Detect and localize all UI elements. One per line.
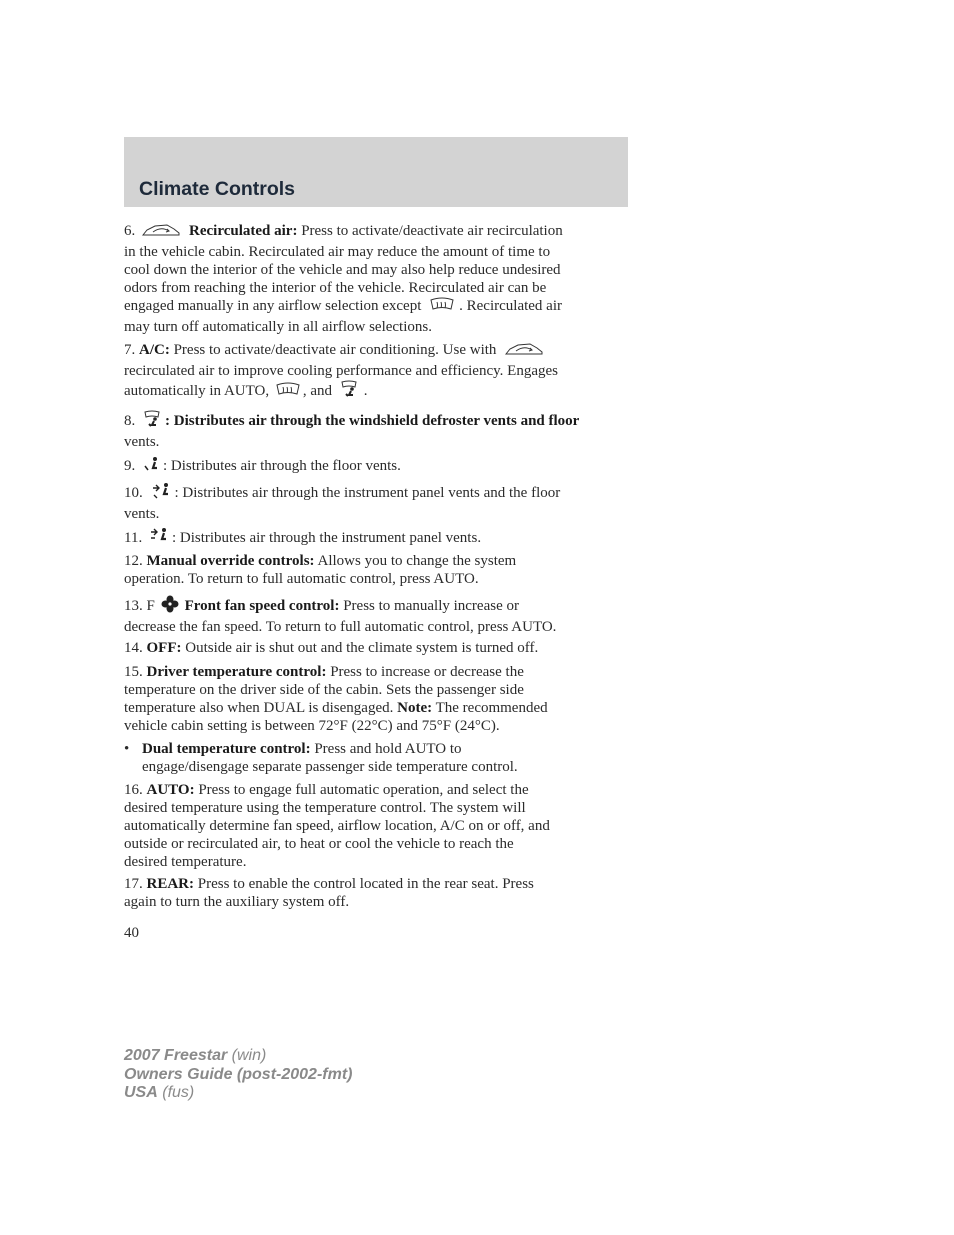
item-10: 10. : Distributes air through the instrument panel vents and the floor vents. bbox=[124, 482, 630, 523]
section-title: Climate Controls bbox=[139, 178, 296, 200]
item-13: 13. F Front fan speed control: Press to manually increase or decrease the fan speed. To return to full automatic control, press AUTO. bbox=[124, 595, 630, 636]
defrost-floor-icon bbox=[340, 380, 360, 403]
panel-icon bbox=[150, 527, 170, 550]
recirculation-icon bbox=[504, 341, 544, 362]
item-8: 8. : Distributes air through the windshield defroster vents and floor vents. bbox=[124, 410, 630, 451]
item-14: 14. OFF: Outside air is shut out and the climate system is turned off. bbox=[124, 640, 539, 656]
panel-floor-icon bbox=[151, 482, 173, 505]
recirculation-icon bbox=[141, 222, 181, 243]
fan-icon bbox=[161, 595, 179, 618]
item-9: 9. : Distributes air through the floor vents. bbox=[124, 455, 630, 478]
item-11: 11. : Distributes air through the instrument panel vents. bbox=[124, 527, 630, 550]
item-12: 12. Manual override controls: Allows you to change the system operation. To return to full automatic control, press AUTO. bbox=[124, 553, 517, 587]
page-number: 40 bbox=[124, 925, 139, 941]
section-header-band bbox=[124, 137, 628, 207]
defrost-icon bbox=[429, 297, 455, 318]
defrost-floor-icon bbox=[143, 410, 163, 433]
document-footer: 2007 Freestar (win) Owners Guide (post-2002-fmt) USA (fus) bbox=[124, 1047, 353, 1101]
item-17: 17. REAR: Press to enable the control located in the rear seat. Press again to turn the auxiliary system off. bbox=[124, 876, 534, 910]
defrost-icon bbox=[275, 382, 301, 403]
item-16: 16. AUTO: Press to engage full automatic operation, and select the desired temperature using the temperature control. The system will automatically determine fan speed, airflow location, A/C on or off, and outside or recirculated air, to heat or cool the vehicle to reach the desired temperature. bbox=[124, 782, 550, 870]
item-15: 15. Driver temperature control: Press to increase or decrease the temperature on the driver side of the cabin. Sets the passenger side temperature also when DUAL is disengaged. Note: The recommended vehicle cabin setting is between 72°F (22°C) and 75°F (24°C). bbox=[124, 664, 548, 734]
item-6: 6. Recirculated air: Press to activate/deactivate air recirculation in the vehicle cabin. Recirculated air may reduce the amount of time to cool down the interior of the vehicle and may also help reduce undesired odors from reaching the interior of the vehicle. Recirculated air can be engaged manually in any airflow selection except . Recirculated air may turn off automatically in all airflow selections. bbox=[124, 223, 563, 335]
floor-icon bbox=[143, 455, 161, 478]
item-7: 7. A/C: Press to activate/deactivate air conditioning. Use with recirculated air to improve cooling performance and efficiency. Engages automatically in AUTO, , and . bbox=[124, 341, 630, 403]
